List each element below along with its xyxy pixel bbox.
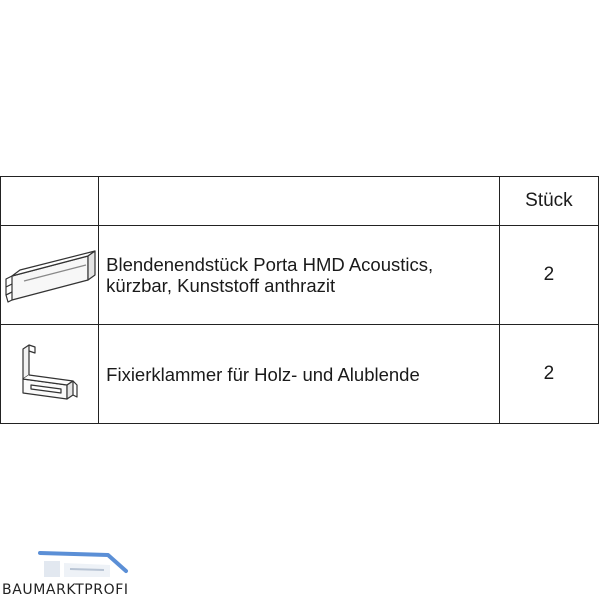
clip-icon [15, 341, 85, 407]
part-description-line1: Blendenendstück Porta HMD Acoustics, [106, 254, 434, 275]
part-description [99, 325, 500, 424]
table-header-row [1, 177, 599, 226]
header-description-cell [99, 177, 500, 226]
baumarktprofi-logo [0, 549, 165, 599]
part-quantity: 2 [499, 325, 598, 424]
part-quantity: 2 [499, 226, 598, 325]
part-image-cell [1, 226, 99, 325]
header-quantity-cell: Stück [499, 177, 598, 226]
part-description-line1: Fixierklammer für Holz- und Alublende [106, 363, 420, 385]
part-description-line2: kürzbar, Kunststoff anthrazit [106, 275, 336, 296]
part-image-cell [1, 325, 99, 424]
table-row [1, 325, 599, 424]
house-roof-icon [0, 549, 140, 581]
table-row [1, 226, 599, 325]
parts-table [0, 176, 599, 424]
logo-text: BAUMARKTPROFI [2, 582, 129, 598]
header-image-cell [1, 177, 99, 226]
part-description [99, 226, 500, 325]
end-cap-icon [2, 240, 98, 310]
